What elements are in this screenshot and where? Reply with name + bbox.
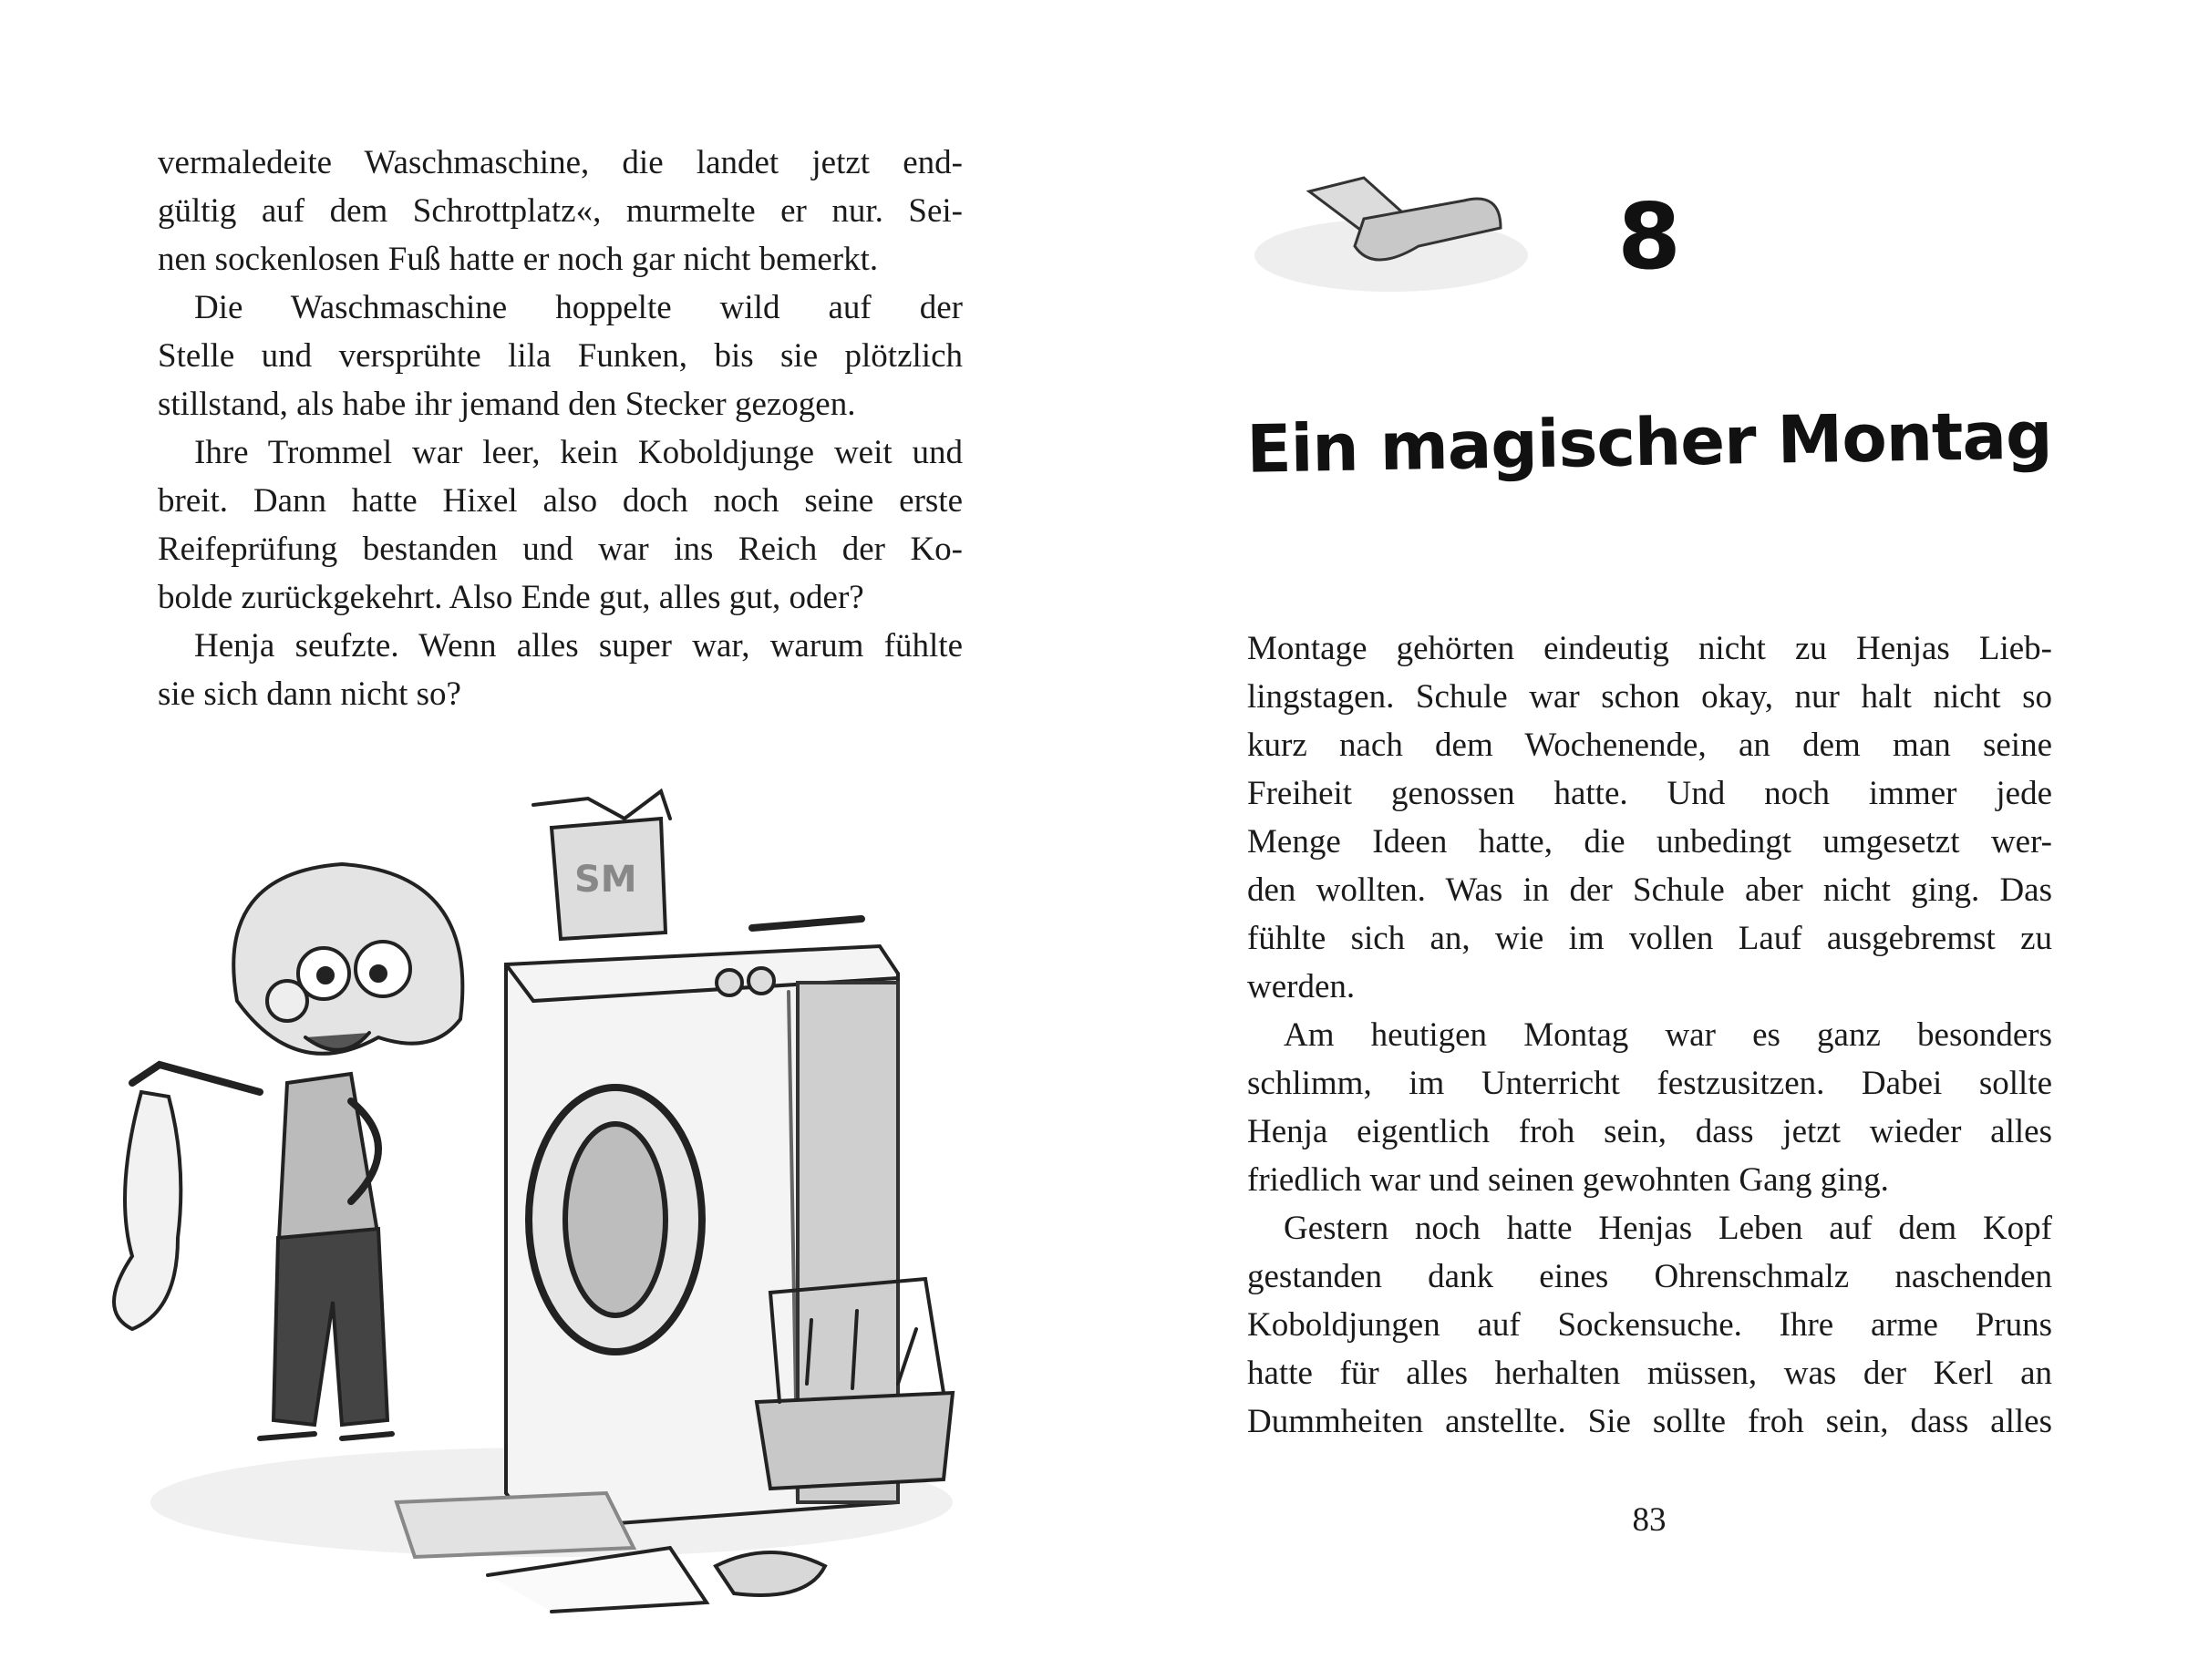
text-line: friedlich war und seinen gewohnten Gang ging. bbox=[1247, 1161, 1889, 1199]
text-line: Freiheit genossen hatte. Und noch immer jede bbox=[1247, 775, 2052, 812]
text-line: Gestern noch hatte Henjas Leben auf dem Kopf bbox=[1284, 1210, 2052, 1247]
text-line: gestanden dank eines Ohrenschmalz naschenden bbox=[1247, 1258, 2052, 1295]
text-line: lingstagen. Schule war schon okay, nur halt nicht so bbox=[1247, 678, 2052, 716]
text-line: stillstand, als habe ihr jemand den Stecker gezogen. bbox=[158, 386, 856, 423]
text-line: vermaledeite Waschmaschine, die landet jetzt end- bbox=[158, 144, 963, 181]
text-line: den wollten. Was in der Schule aber nicht ging. Das bbox=[1247, 871, 2052, 909]
chapter-number: 8 bbox=[1617, 183, 1681, 290]
text-line: Am heutigen Montag war es ganz besonders bbox=[1284, 1016, 2052, 1054]
page-number: 83 bbox=[1632, 1501, 1667, 1539]
text-line: fühlte sich an, wie im vollen Lauf ausgebremst zu bbox=[1247, 920, 2052, 957]
text-line: kurz nach dem Wochenende, an dem man seine bbox=[1247, 727, 2052, 764]
text-line: schlimm, im Unterricht festzusitzen. Dabei sollte bbox=[1247, 1065, 2052, 1102]
kobold-washing-machine-illustration bbox=[77, 782, 980, 1639]
svg-text:SM: SM bbox=[574, 859, 637, 901]
right-page-text bbox=[1247, 624, 2052, 1446]
left-page-text bbox=[158, 139, 963, 718]
text-line: Ihre Trommel war leer, kein Koboldjunge weit und bbox=[194, 434, 963, 471]
text-line: Reifeprüfung bestanden und war ins Reich der Ko- bbox=[158, 531, 963, 568]
text-line: sie sich dann nicht so? bbox=[158, 675, 461, 713]
text-line: nen sockenlosen Fuß hatte er noch gar nicht bemerkt. bbox=[158, 241, 879, 278]
text-line: hatte für alles herhalten müssen, was der Kerl an bbox=[1247, 1355, 2052, 1392]
text-line: breit. Dann hatte Hixel also doch noch seine erste bbox=[158, 482, 963, 520]
text-line: Menge Ideen hatte, die unbedingt umgesetzt wer- bbox=[1247, 823, 2052, 861]
text-line: Koboldjungen auf Sockensuche. Ihre arme Pruns bbox=[1247, 1306, 2052, 1344]
text-line: Montage gehörten eindeutig nicht zu Henjas Lieb- bbox=[1247, 630, 2052, 667]
text-line: bolde zurückgekehrt. Also Ende gut, alles gut, oder? bbox=[158, 579, 864, 616]
chapter-title: Ein magischer Montag bbox=[1245, 397, 2053, 488]
text-line: Die Waschmaschine hoppelte wild auf der bbox=[194, 289, 963, 326]
sock-vignette-illustration bbox=[1254, 155, 1528, 310]
text-line: werden. bbox=[1247, 968, 1356, 1005]
text-line: Dummheiten anstellte. Sie sollte froh sein, dass alles bbox=[1247, 1403, 2052, 1440]
text-line: Henja eigentlich froh sein, dass jetzt wieder alles bbox=[1247, 1113, 2052, 1150]
text-line: gültig auf dem Schrottplatz«, murmelte er nur. Sei- bbox=[158, 192, 963, 230]
text-line: Stelle und versprühte lila Funken, bis sie plötzlich bbox=[158, 337, 963, 375]
text-line: Henja seufzte. Wenn alles super war, warum fühlte bbox=[194, 627, 963, 665]
